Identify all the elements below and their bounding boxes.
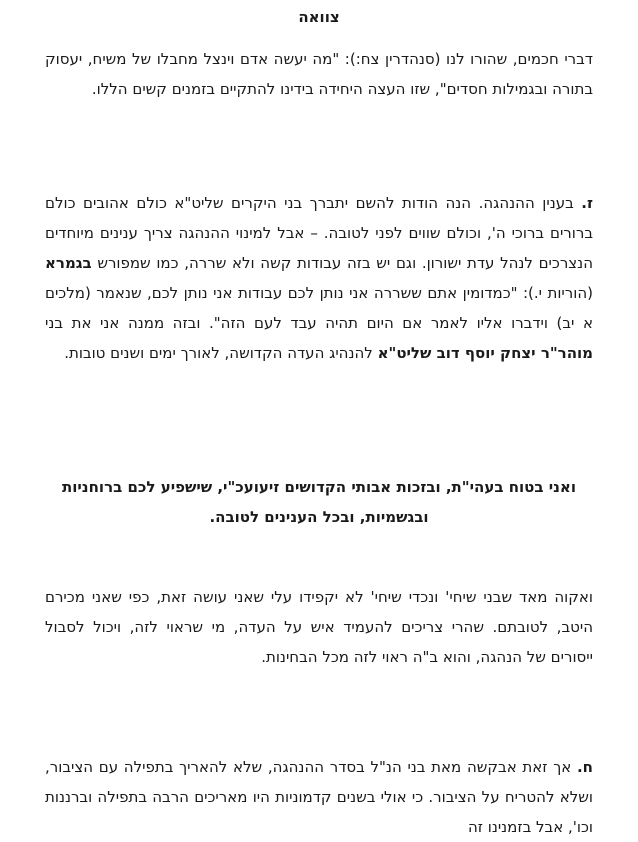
paragraph-request-text: אך זאת אבקשה מאת בני הנ"ל בסדר ההנהגה, שלא להאריך בתפילה עם הציבור, ושלא להטריח על הציבור. כי אולי בשנים קדמוניות היו מאריכים הרבה בתפילה וברננות וכו', אבל בזמנינו זה (45, 758, 593, 836)
paragraph-request (45, 752, 593, 842)
blessing-paragraph: ואני בטוח בעהי"ת, ובזכות אבותי הקדושים זיעועכ"י, שישפיע לכם ברוחניות ובגשמיות, ובכל הענינים לטובה. (62, 478, 576, 526)
paragraph-leadership (45, 188, 593, 368)
successor-name: מוהר"ר יצחק יוסף דוב שליט"א (377, 344, 593, 362)
paragraph-hope: ואקוה מאד שבני שיחי' ונכדי שיחי' לא יקפידו עלי שאני עושה זאת, כפי שאני מכירם היטב, לטובתם. שהרי צריכים להעמיד איש על העדה, מי שראוי לזה, ויכול לסבול ייסורים של הנהגה, והוא ב"ה ראוי לזה מכל הבחינות. (45, 588, 593, 666)
document-title: צוואה (298, 8, 340, 26)
paragraph-leadership-text-3: להנהיג העדה הקדושה, לאורך ימים ושנים טובות. (64, 344, 378, 362)
section-marker-z: ז. (581, 194, 593, 212)
paragraph-leadership-text-2: (הוריות י.): "כמדומין אתם ששררה אני נותן לכם עבודות אני נותן לכם, שנאמר (מלכים א יב) וידברו אליו לאמר אם היום תהיה עבד לעם הזה". ובזה ממנה אני את בני (45, 284, 593, 332)
paragraph-leadership-text-1: בענין ההנהגה. הנה הודות להשם יתברך בני היקרים שליט"א כולם אהובים כולם ברורים ברוכי ה', וכולם שווים לפני לטובה. – אבל למינוי ההנהגה צריך ענינים מיוחדים הנצרכים לנהל עדת ישורון. וגם יש בזה עבודות קשה ולא שררה, כמו שמפורש (45, 194, 593, 272)
gemara-bold: בגמרא (45, 254, 92, 272)
paragraph-intro: דברי חכמים, שהורו לנו (סנהדרין צח:): "מה יעשה אדם וינצל מחבלו של משיח, יעסוק בתורה ובגמילות חסדים", שזו העצה היחידה בידינו להתקיים בזמנים קשים הללו. (45, 50, 593, 98)
section-marker-ch: ח. (576, 758, 593, 776)
